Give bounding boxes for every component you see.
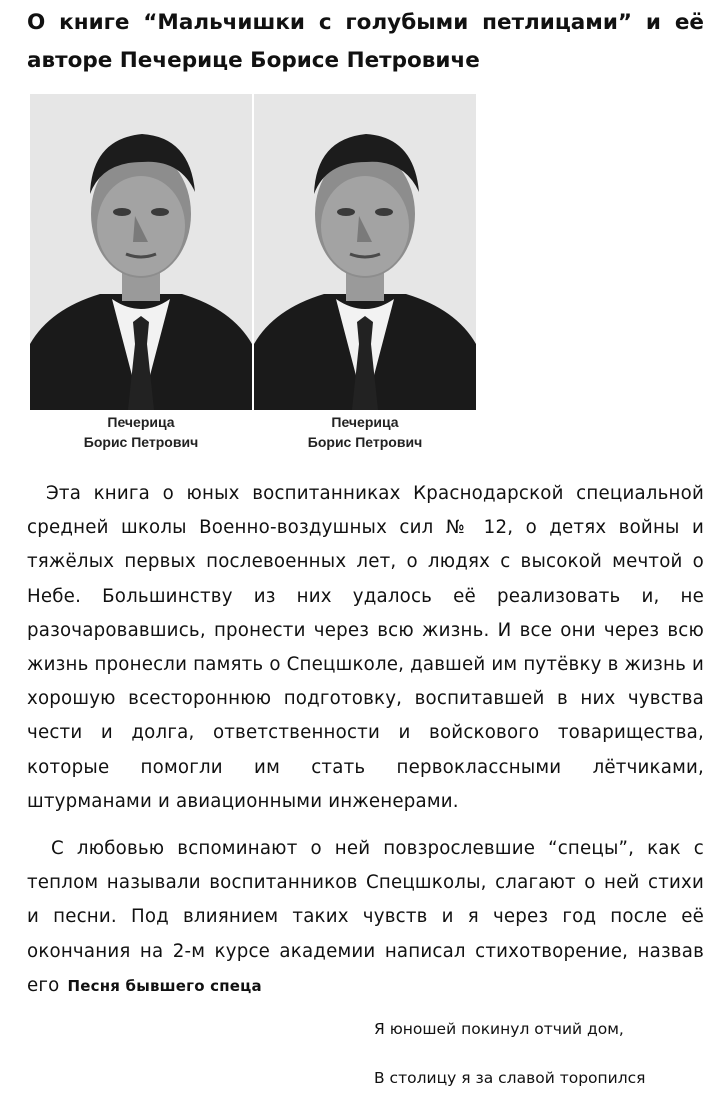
author-photo-card [254,94,476,456]
photo-caption-surname: Печерица [331,414,399,430]
photo-caption [254,412,476,452]
paragraph-text: С любовью вспоминают о ней повзрослевшие “спецы”, как с теплом называли воспитанников Спецшколы, слагают о ней стихи и песни. Под влиянием таких чувств и я через год после её окончания на 2-м курсе академии написал стихотворение, назвав его [27,838,704,996]
document-title [27,4,704,80]
paragraph-about-book: Эта книга о юных воспитанниках Краснодарской специальной средней школы Военно-воздушных сил № 12, о детях войны и тяжёлых первых послевоенных лет, о людях с высокой мечтой о Небе. Большинству из них удалось её реализовать и, не разочаровавшись, пронести через всю жизнь. И все они через всю жизнь пронесли память о Спецшколе, давшей им путёвку в жизнь и хорошую всестороннюю подготовку, воспитавшей в них чувства чести и долга, ответственности и войскового товарищества, которые помогли им стать первоклассными лётчиками, штурманами и авиационными инженерами. [27,483,704,812]
title-line-2: авторе Печерице Борисе Петровиче [27,48,480,73]
verse-line: В столицу я за славой торопился [374,1069,646,1087]
photo-caption-name: Борис Петрович [83,434,199,450]
photo-caption-surname: Печерица [107,414,175,430]
paragraph-about-poem [27,832,704,1003]
photo-caption-name: Борис Петрович [307,434,423,450]
author-photo-card [30,94,252,456]
photo-caption [30,412,252,452]
author-portrait-photo [254,94,476,410]
title-line-1: О книге “Мальчишки с голубыми петлицами” и её [27,10,704,35]
verse-line: Я юношей покинул отчий дом, [374,1020,624,1038]
song-title: Песня бывшего спеца [67,976,262,995]
author-portrait-photo [30,94,252,410]
author-photos [30,94,478,456]
